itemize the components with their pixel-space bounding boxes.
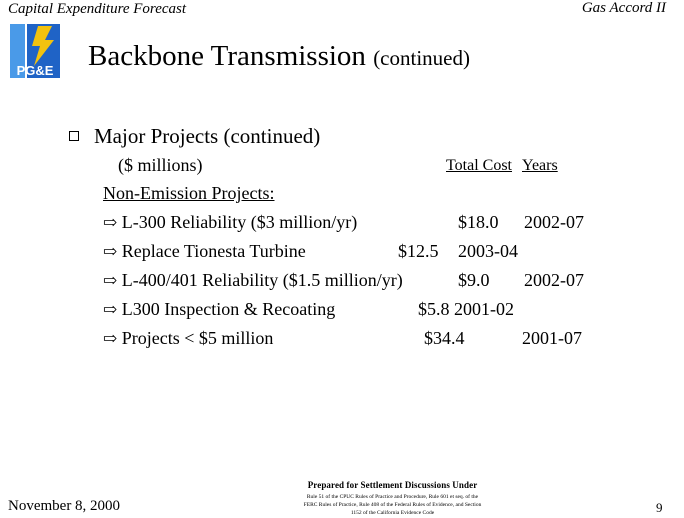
page-number: 9 xyxy=(656,500,663,515)
project-cost: $34.4 xyxy=(424,328,465,348)
project-cost: $9.0 xyxy=(458,270,490,290)
footer-legal xyxy=(270,480,515,517)
project-years: 2001-02 xyxy=(454,299,514,319)
footer-prepared: Prepared for Settlement Discussions Under xyxy=(307,480,478,490)
arrow-right-icon: ⇨ xyxy=(103,300,118,319)
checkbox-bullet-icon xyxy=(69,131,79,141)
list-item xyxy=(103,299,335,320)
list-item xyxy=(103,270,403,291)
list-item xyxy=(103,241,306,262)
project-name: L-400/401 Reliability ($1.5 million/yr) xyxy=(121,270,403,290)
list-item xyxy=(103,212,357,233)
logo-text: PG&E xyxy=(16,63,54,78)
footer-rules-line-2: FERC Rules of Practice, Rule 408 of the Federal Rules of Evidence, and Section xyxy=(303,502,482,508)
group-label: Non-Emission Projects: xyxy=(103,183,275,203)
footer-rules-line-3: 1152 of the California Evidence Code xyxy=(350,510,435,516)
list-item xyxy=(103,328,273,349)
page-title xyxy=(88,40,470,73)
project-name: L-300 Reliability ($3 million/yr) xyxy=(121,212,358,232)
project-name: L300 Inspection & Recoating xyxy=(121,299,336,319)
section-heading: Major Projects (continued) xyxy=(94,124,321,148)
column-header-total-cost: Total Cost xyxy=(446,157,512,174)
title-main: Backbone Transmission xyxy=(88,40,366,72)
arrow-right-icon: ⇨ xyxy=(103,242,118,261)
header-left-title: Capital Expenditure Forecast xyxy=(8,1,187,17)
arrow-right-icon: ⇨ xyxy=(103,271,118,290)
arrow-right-icon: ⇨ xyxy=(103,329,118,348)
units-label: ($ millions) xyxy=(118,155,203,175)
column-header-years: Years xyxy=(522,157,558,174)
project-cost: $5.8 xyxy=(418,299,450,319)
header-right-title: Gas Accord II xyxy=(581,0,666,16)
project-years: 2001-07 xyxy=(522,328,582,348)
project-name: Projects < $5 million xyxy=(121,328,274,348)
project-years: 2003-04 xyxy=(458,241,518,261)
title-sub: (continued) xyxy=(373,46,470,70)
project-years: 2002-07 xyxy=(524,270,584,290)
project-years: 2002-07 xyxy=(524,212,584,232)
footer-date: November 8, 2000 xyxy=(8,498,121,514)
project-cost: $12.5 xyxy=(398,241,439,261)
project-cost: $18.0 xyxy=(458,212,499,232)
arrow-right-icon: ⇨ xyxy=(103,213,118,232)
footer-rules-line-1: Rule 51 of the CPUC Rules of Practice and Procedure, Rule 601 et seq. of the xyxy=(306,494,479,500)
project-name: Replace Tionesta Turbine xyxy=(121,241,306,261)
pge-logo xyxy=(8,22,62,80)
